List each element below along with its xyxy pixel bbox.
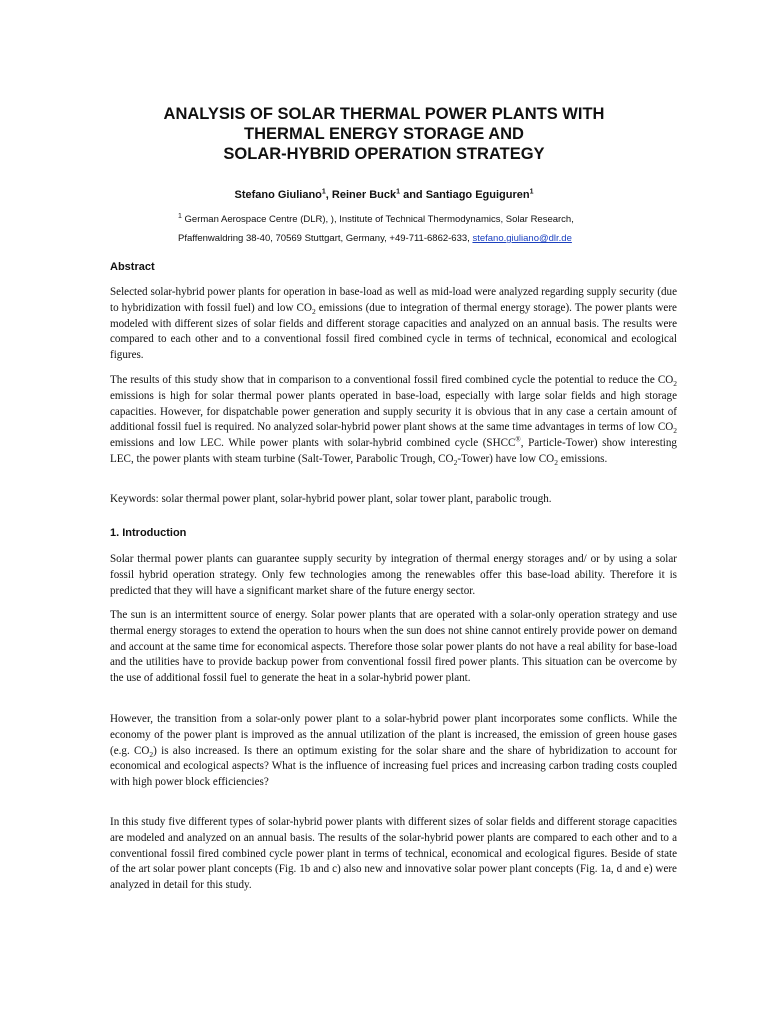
author-name: Reiner Buck [331,189,397,201]
intro-paragraph-3: However, the transition from a solar-only power plant to a solar-hybrid power plant incorporates some conflicts. While the economy of the power plant is improved as the annual utilization of the plant is increased, the emission of green house gases (e.g. $CO_2$) is also increased. Is there an optimum existing for the solar share and the share of hybridization to account for economical and ecological aspects? What is the influence of increasing fuel prices and increasing carbon trading costs coupled with high power block efficiencies? [110,713,677,789]
abstract-paragraph-1: Selected solar-hybrid power plants for operation in base-load as well as mid-load were analyzed regarding supply security (due to hybridization with fossil fuel) and low $CO_2$ emissions (due to integration of thermal energy storage). The power plants were modeled with different sizes of solar fields and different storage capacities and analyzed on an annual basis. The results were compared to each other and to a conventional fossil fired combined cycle in terms of technical, economical and ecological figures. [110,286,677,362]
intro-paragraph-4: In this study five different types of solar-hybrid power plants with different sizes of solar fields and different storage capacities are modeled and analyzed on an annual basis. The results of the solar-hybrid power plants are compared to each other and to a conventional fossil fired combined cycle power plant in terms of technical, economical and ecological figures. Beside of state of the art solar power plant concepts (Fig. 1b and c) also new and innovative solar power plant concepts (Fig. 1a, d and e) were analyzed in detail for this study. [110,816,677,892]
affiliation [178,210,618,248]
paper-title [0,104,768,164]
abstract-paragraph-2: The results of this study show that in comparison to a conventional fossil fired combined cycle the potential to reduce the $CO_2$ emissions is high for solar thermal power plants operated in base-load, especially with large solar fields and high storage capacities. However, for dispatchable power generation and supply security it is obvious that in any case a certain amount of additional fossil fuel is required. No analyzed solar-hybrid power plant shows at the same time advantages in terms of low $CO_2$ emissions and low LEC. While power plants with solar-hybrid combined cycle (SHCC®, Particle-Tower) show interesting LEC, the power plants with steam turbine (Salt-Tower, Parabolic Trough, $CO_2-Tower$) have low $CO_2$ emissions. [110,374,677,468]
affiliation-line-2: Pfaffenwaldring 38-40, 70569 Stuttgart, Germany, +49-711-6862-633, stefano.giuliano@dlr.de [178,233,572,244]
title-line-1: ANALYSIS OF SOLAR THERMAL POWER PLANTS WITH [163,105,605,123]
title-line-2: THERMAL ENERGY STORAGE AND [244,125,524,143]
author-affiliation-mark: 1 [529,188,534,196]
author-separator: , [325,189,332,201]
author-name: Santiago Eguiguren [425,189,530,201]
intro-paragraph-1: Solar thermal power plants can guarantee supply security by integration of thermal energy storages and/ or by using a solar fossil hybrid operation strategy. Only few technologies among the renewables offer this base-load ability. Therefore it is predicted that they will have a significant market share of the future energy sector. [110,553,677,597]
author-separator: and [400,189,426,201]
author-list [0,188,768,202]
title-line-3: SOLAR-HYBRID OPERATION STRATEGY [223,145,545,163]
intro-paragraph-2: The sun is an intermittent source of energy. Solar power plants that are operated with a solar-only operation strategy and use thermal energy storages to extend the operation to hours when the sun does not shine cannot entirely provide power on demand and account at the same time for economical aspects. Therefore those solar power plants do not have a real ability for base-load and the utilities have to provide backup power from conventional fossil fired power plants. This situation can be overcome by the use of additional fossil fuel to generate the heat in a solar-hybrid power plant. [110,609,677,685]
author-affiliation-mark: 1 [321,188,326,196]
affiliation-line-1: German Aerospace Centre (DLR), ), Institute of Technical Thermodynamics, Solar Research, [181,214,574,225]
author-name: Stefano Giuliano [234,189,322,201]
abstract-heading: Abstract [110,261,155,273]
affiliation-mark: 1 [178,212,182,220]
author-email-link[interactable]: stefano.giuliano@dlr.de [472,233,572,244]
keywords: Keywords: solar thermal power plant, solar-hybrid power plant, solar tower plant, parabolic trough. [110,493,552,505]
introduction-heading: 1. Introduction [110,527,187,539]
author-affiliation-mark: 1 [396,188,401,196]
